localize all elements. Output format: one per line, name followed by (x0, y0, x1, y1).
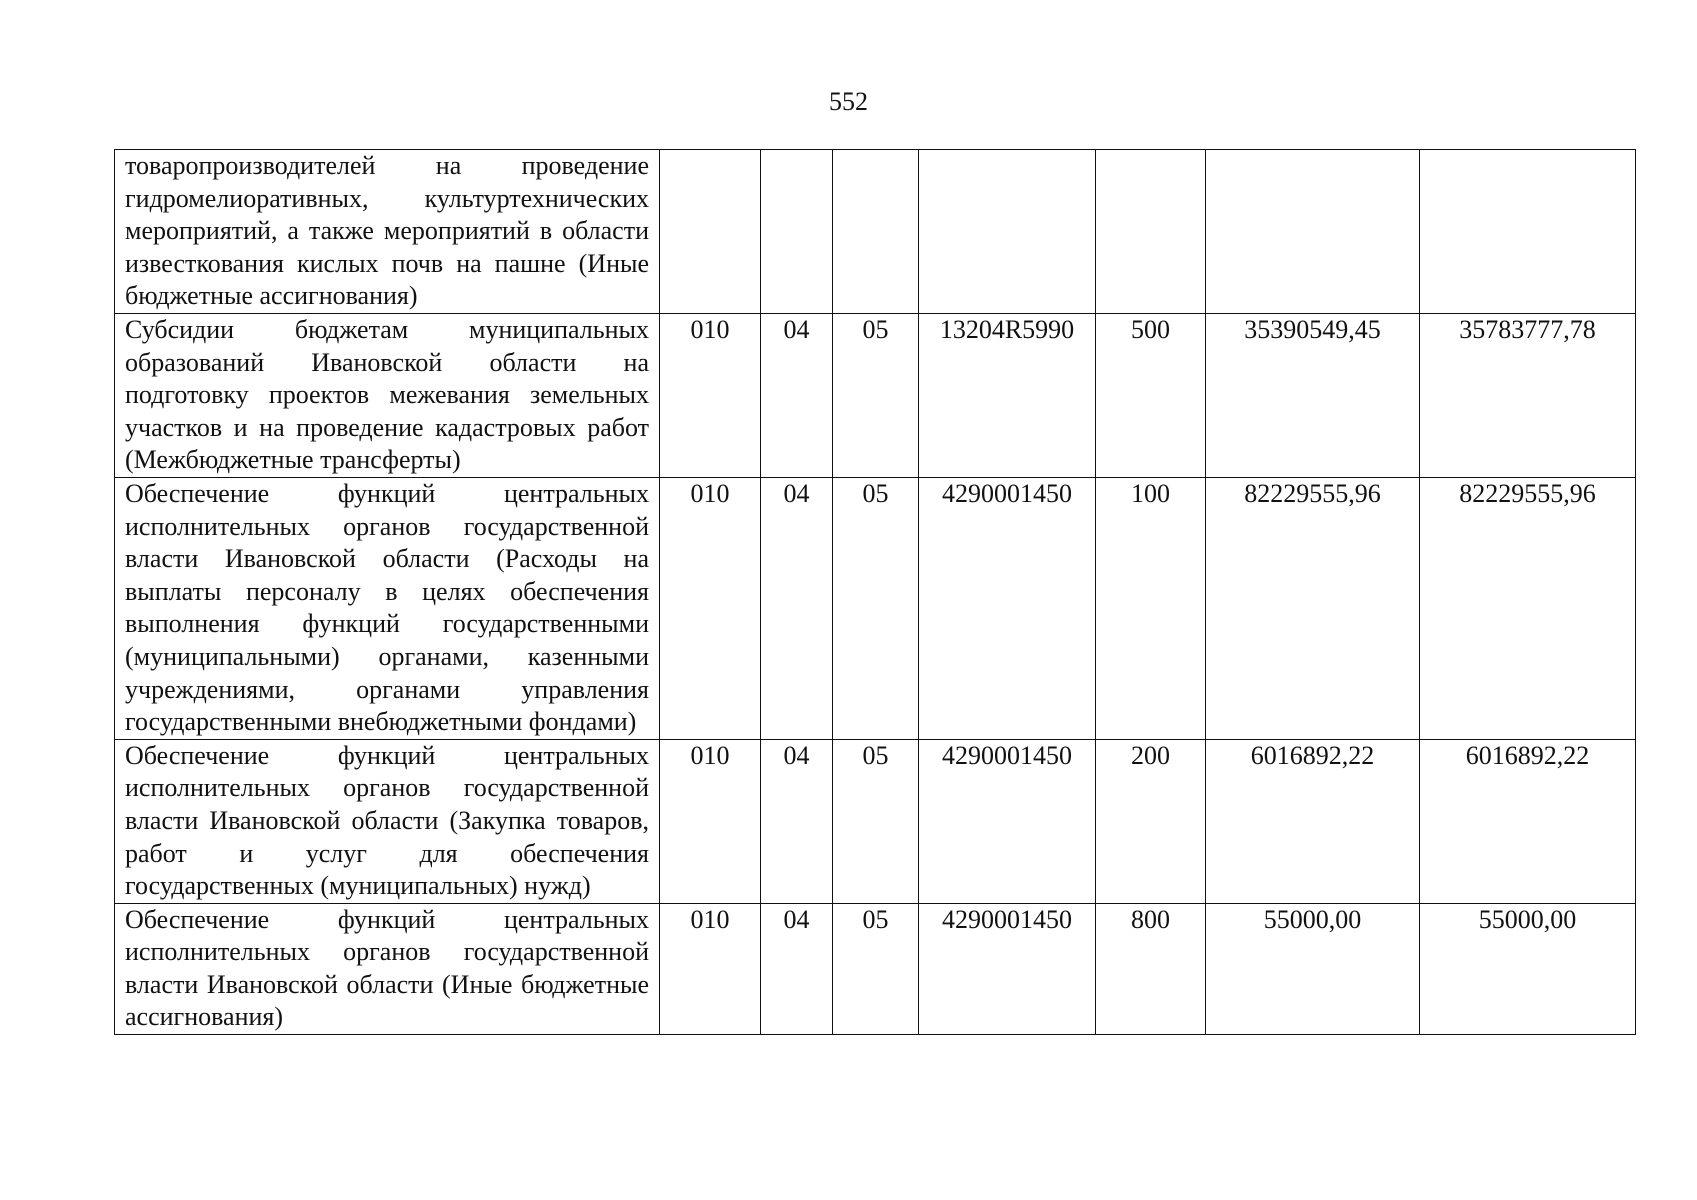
admin-code-cell: 010 (660, 903, 761, 1034)
target-article-cell: 4290001450 (919, 739, 1096, 903)
section-cell: 04 (761, 314, 833, 478)
amount-year1-cell (1206, 150, 1420, 314)
expense-type-cell: 200 (1096, 739, 1206, 903)
expense-type-cell: 500 (1096, 314, 1206, 478)
table-row (115, 903, 1636, 1034)
admin-code-cell: 010 (660, 314, 761, 478)
section-cell: 04 (761, 477, 833, 739)
subsection-cell: 05 (833, 903, 919, 1034)
amount-year1-cell: 55000,00 (1206, 903, 1420, 1034)
target-article-cell: 4290001450 (919, 477, 1096, 739)
subsection-cell: 05 (833, 314, 919, 478)
target-article-cell: 13204R5990 (919, 314, 1096, 478)
admin-code-cell (660, 150, 761, 314)
row-description: Субсидии бюджетам муниципальных образований Ивановской области на подготовку проектов межевания земельных участков и на проведение кадастровых работ (Межбюджетные трансферты) (115, 314, 660, 478)
table-row (115, 477, 1636, 739)
subsection-cell (833, 150, 919, 314)
expense-type-cell (1096, 150, 1206, 314)
expense-type-cell: 800 (1096, 903, 1206, 1034)
amount-year2-cell: 6016892,22 (1420, 739, 1636, 903)
amount-year1-cell: 82229555,96 (1206, 477, 1420, 739)
subsection-cell: 05 (833, 477, 919, 739)
section-cell (761, 150, 833, 314)
admin-code-cell: 010 (660, 477, 761, 739)
subsection-cell: 05 (833, 739, 919, 903)
expense-type-cell: 100 (1096, 477, 1206, 739)
admin-code-cell: 010 (660, 739, 761, 903)
section-cell: 04 (761, 739, 833, 903)
amount-year1-cell: 35390549,45 (1206, 314, 1420, 478)
table-row (115, 739, 1636, 903)
target-article-cell: 4290001450 (919, 903, 1096, 1034)
amount-year2-cell (1420, 150, 1636, 314)
page-number: 552 (829, 87, 868, 116)
budget-table (114, 149, 1636, 1035)
table-row (115, 150, 1636, 314)
table-row (115, 314, 1636, 478)
section-cell: 04 (761, 903, 833, 1034)
amount-year2-cell: 35783777,78 (1420, 314, 1636, 478)
row-description: товаропроизводителей на проведение гидромелиоративных, культуртехнических мероприятий, а также мероприятий в области известкования кислых почв на пашне (Иные бюджетные ассигнования) (115, 150, 660, 314)
amount-year2-cell: 82229555,96 (1420, 477, 1636, 739)
target-article-cell (919, 150, 1096, 314)
row-description: Обеспечение функций центральных исполнительных органов государственной власти Ивановской области (Расходы на выплаты персоналу в целях обеспечения выполнения функций государственными (муниципальными) органами, казенными учреждениями, органами управления государственными внебюджетными фондами) (115, 477, 660, 739)
amount-year1-cell: 6016892,22 (1206, 739, 1420, 903)
amount-year2-cell: 55000,00 (1420, 903, 1636, 1034)
row-description: Обеспечение функций центральных исполнительных органов государственной власти Ивановской области (Иные бюджетные ассигнования) (115, 903, 660, 1034)
row-description: Обеспечение функций центральных исполнительных органов государственной власти Ивановской области (Закупка товаров, работ и услуг для обеспечения государственных (муниципальных) нужд) (115, 739, 660, 903)
